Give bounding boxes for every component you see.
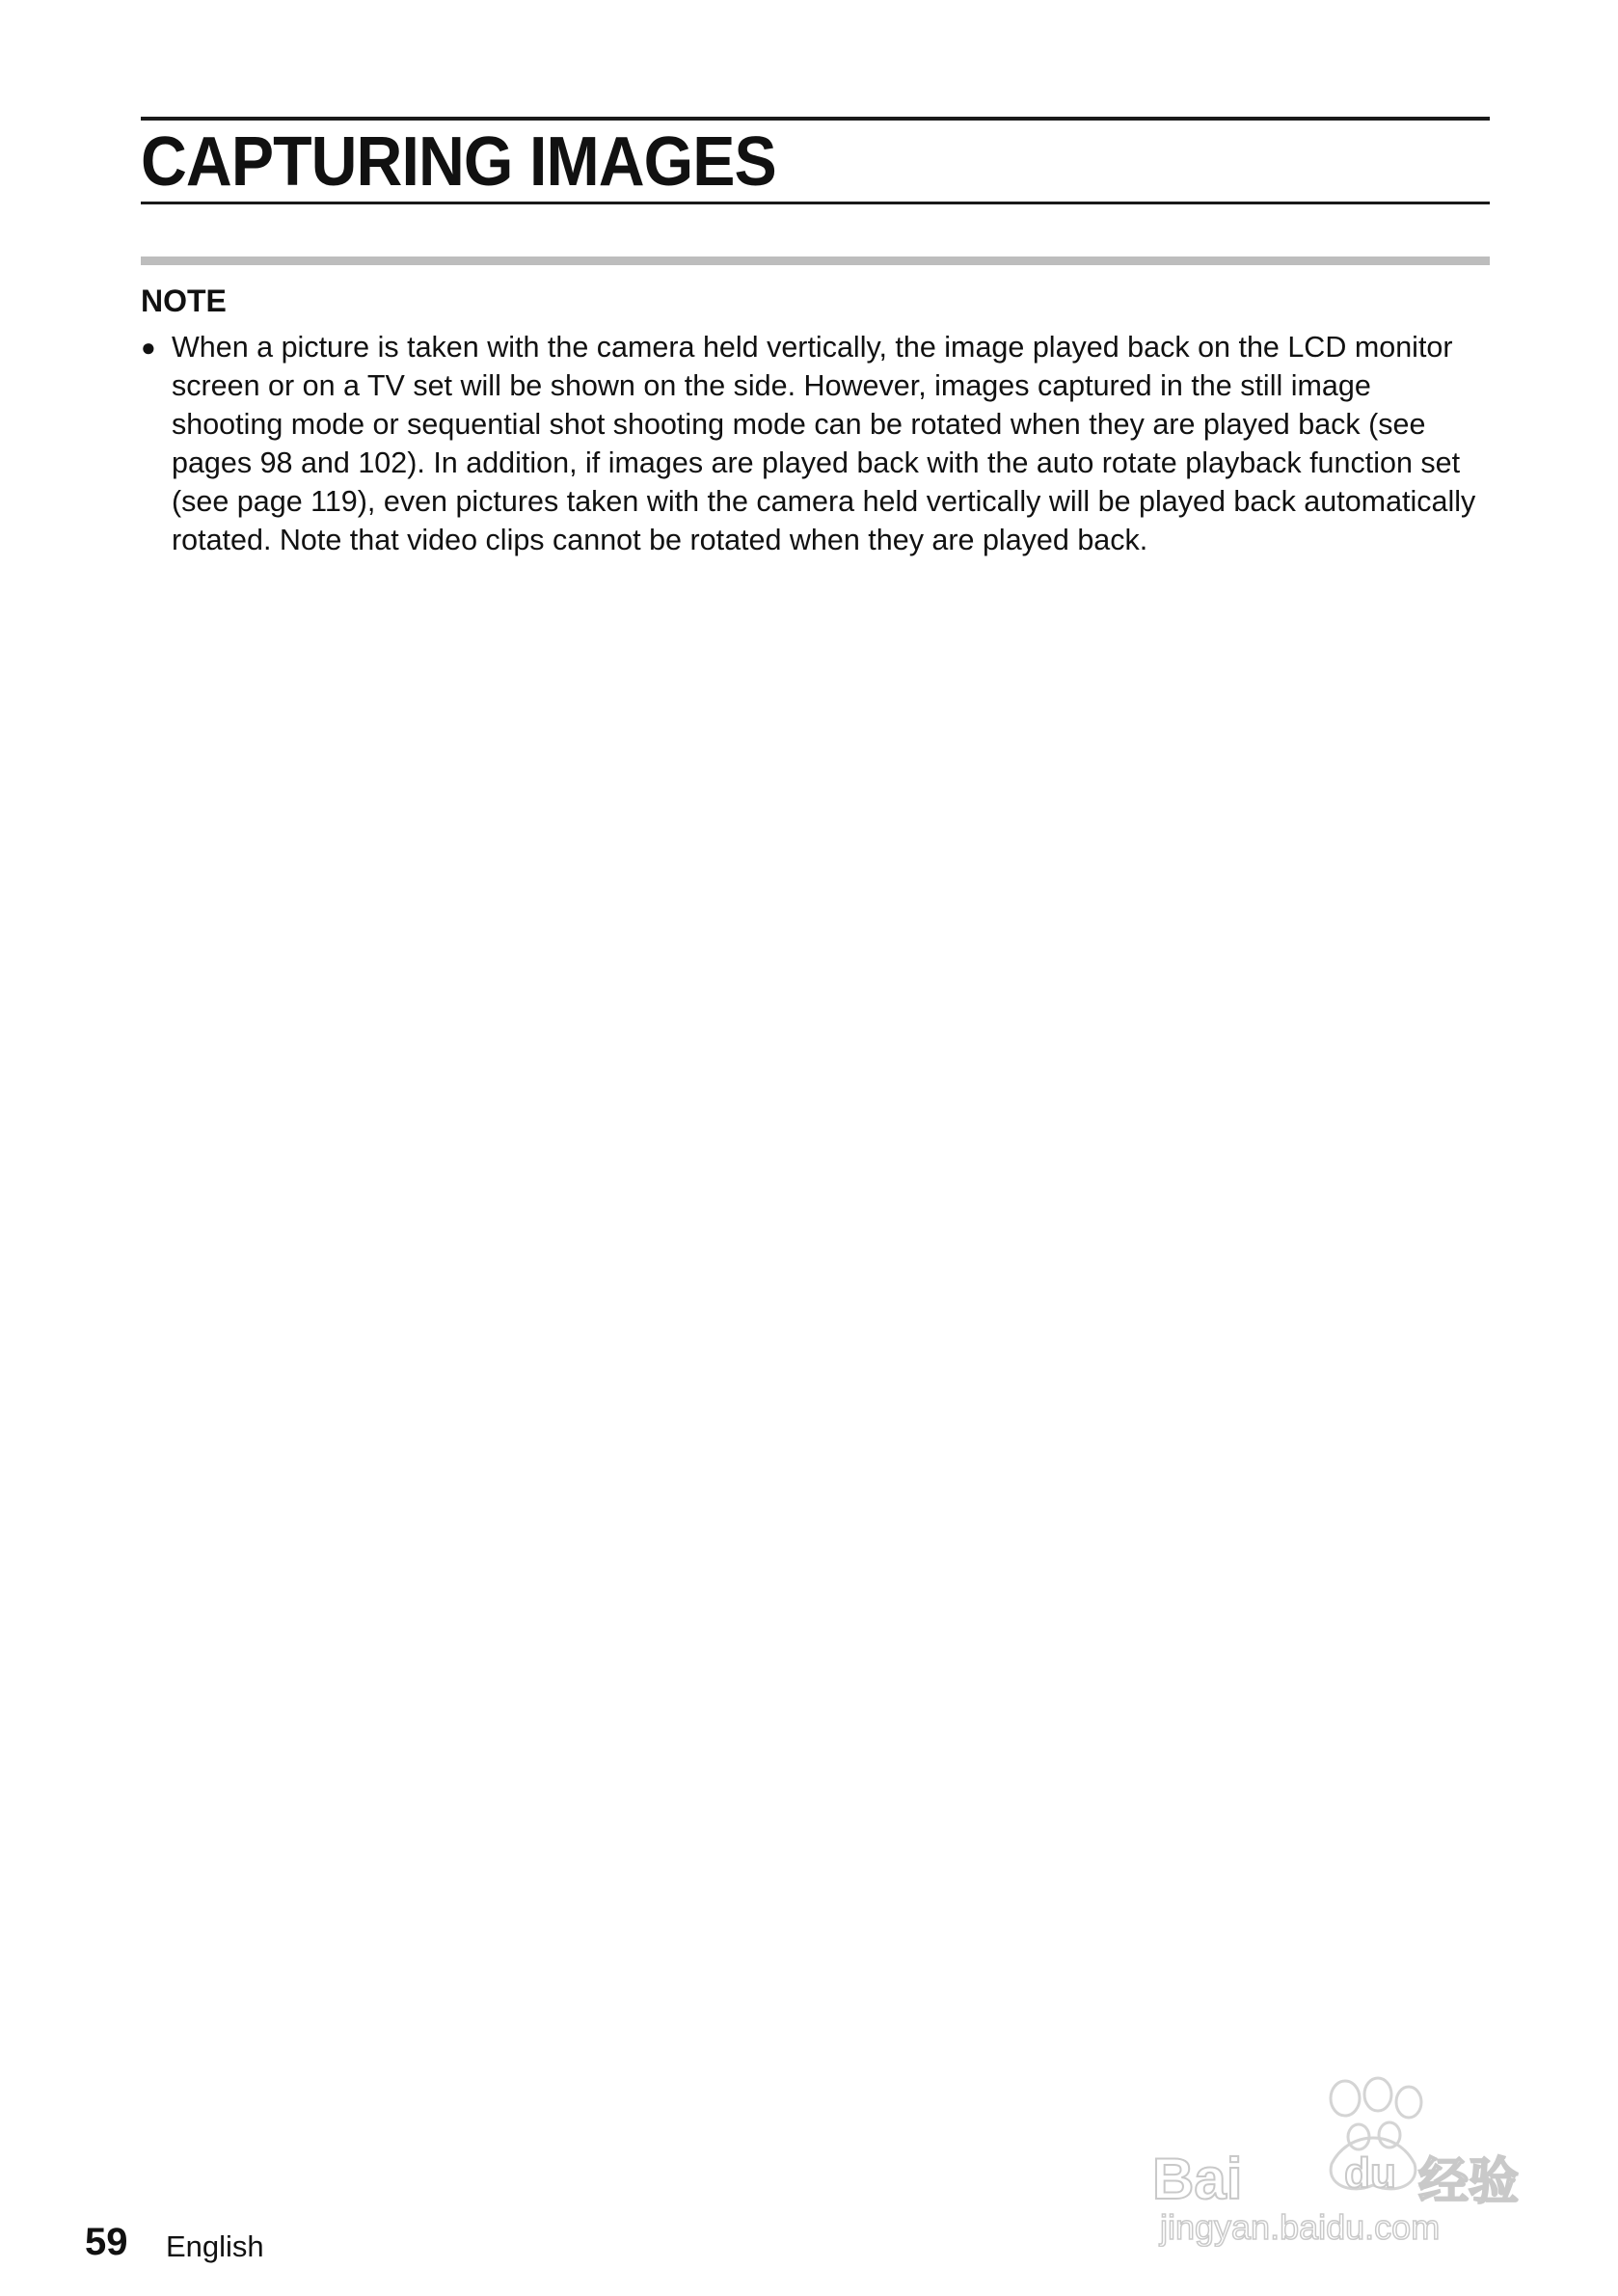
section-divider (141, 257, 1490, 265)
title-bottom-rule (141, 202, 1490, 204)
page-language: English (166, 2229, 264, 2263)
note-list-item (141, 328, 1490, 559)
bullet-dot-icon: ● (141, 333, 156, 362)
page-number: 59 (85, 2221, 128, 2263)
svg-text:经验: 经验 (1418, 2153, 1520, 2211)
svg-text:jingyan.baidu.com: jingyan.baidu.com (1160, 2207, 1441, 2247)
svg-text:du: du (1344, 2149, 1396, 2197)
title-top-rule (141, 117, 1490, 121)
svg-text:Bai: Bai (1152, 2147, 1243, 2211)
page-title: CAPTURING IMAGES (141, 123, 776, 201)
note-heading: NOTE (141, 284, 227, 318)
note-text: When a picture is taken with the camera held vertically, the image played back on the LCD monitor screen or on a TV set will be shown on the side. However, images captured in the still image shooting mode or sequential shot shooting mode can be rotated when they are played back (see pages 98 and 102). In addition, if images are played back with the auto rotate playback function set (see page 119), even pictures taken with the camera held vertically will be played back automatically rotated. Note that video clips cannot be rotated when they are played back. (172, 331, 1476, 556)
baidu-jingyan-watermark-logo (1152, 2064, 1538, 2247)
